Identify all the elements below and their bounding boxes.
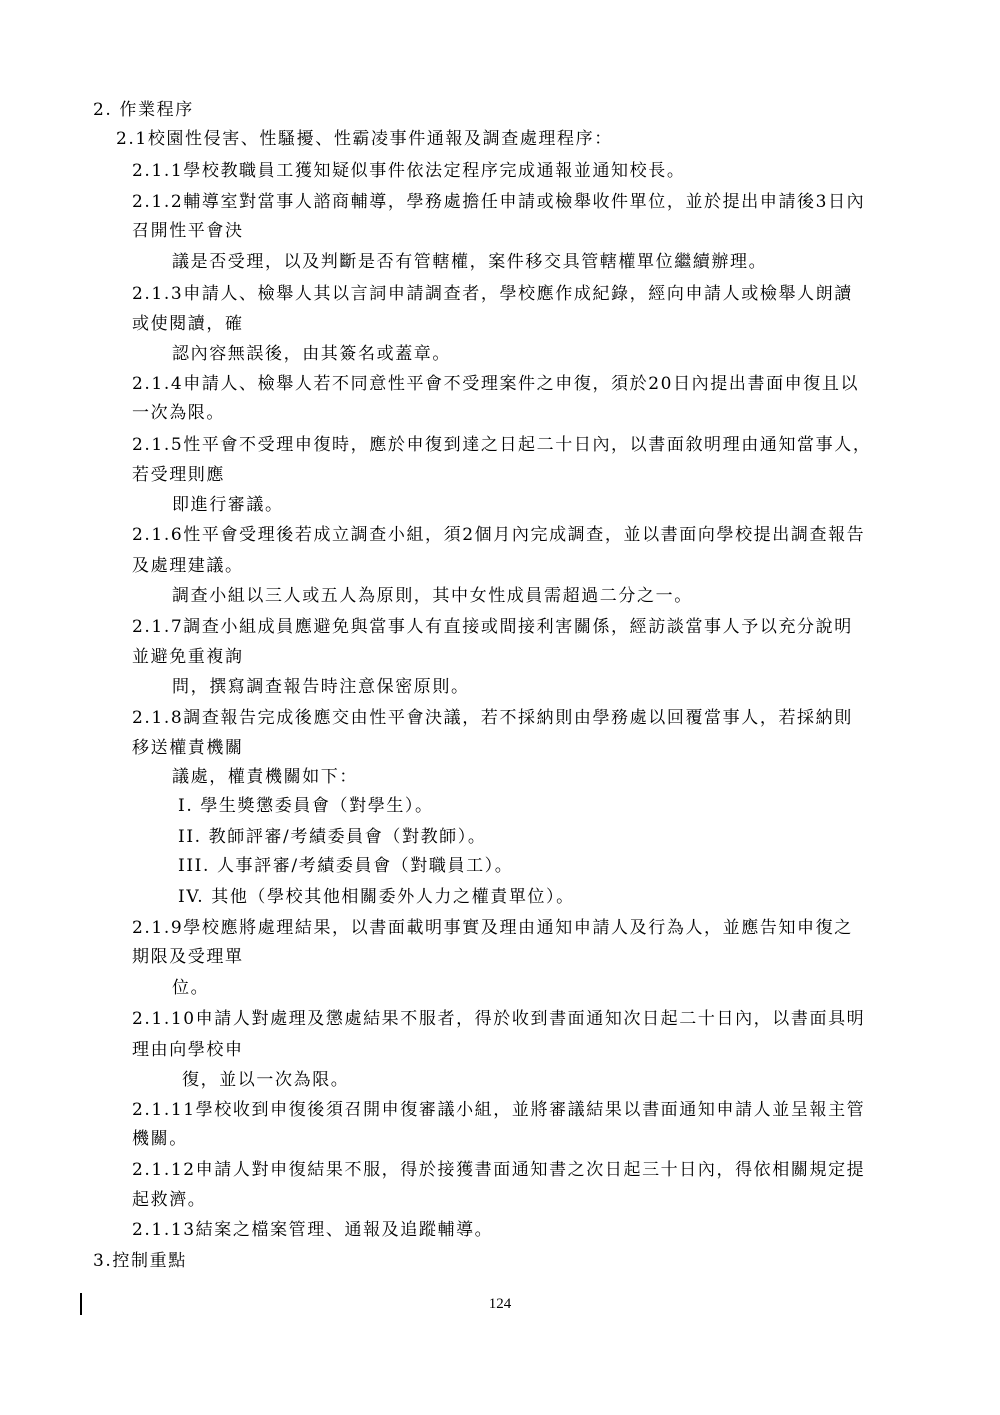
text-line: 2.1.6性平會受理後若成立調查小組，須2個月內完成調查，並以書面向學校提出調查報告 [132,525,866,545]
page-number: 124 [488,1296,512,1312]
text-line: 問，撰寫調查報告時注意保密原則。 [172,677,470,697]
text-line: 議處，權責機關如下： [172,767,358,787]
text-line: 2.1.7調查小組成員應避免與當事人有直接或間接利害關係，經訪談當事人予以充分說明 [132,617,853,637]
text-line: 若受理則應 [132,465,225,485]
text-line: 理由向學校申 [132,1040,244,1060]
list-item: II. 教師評審/考績委員會（對教師）。 [178,827,487,847]
text-line: 即進行審議。 [172,495,284,515]
text-line: 或使閱讀，確 [132,314,244,334]
text-line: 2.1.2輔導室對當事人諮商輔導，學務處擔任申請或檢舉收件單位，並於提出申請後3日內 [132,192,866,212]
text-line: 2.1.4申請人、檢舉人若不同意性平會不受理案件之申復，須於20日內提出書面申復且以 [132,374,860,394]
text-line: 召開性平會決 [132,221,244,241]
text-line: 一次為限。 [132,403,225,423]
text-line: 及處理建議。 [132,556,244,576]
section-heading: 2. 作業程序 [93,100,194,120]
subsection-heading: 2.1校園性侵害、性騷擾、性霸凌事件通報及調查處理程序： [116,129,613,149]
text-line: 2.1.1學校教職員工獲知疑似事件依法定程序完成通報並通知校長。 [132,161,686,181]
text-line: 2.1.3申請人、檢舉人其以言詞申請調查者，學校應作成紀錄，經向申請人或檢舉人朗讀 [132,284,853,304]
text-line: 2.1.11學校收到申復後須召開申復審議小組，並將審議結果以書面通知申請人並呈報主管 [132,1100,866,1120]
section-heading: 3.控制重點 [93,1251,187,1271]
text-line: 2.1.12申請人對申復結果不服，得於接獲書面通知書之次日起三十日內，得依相關規定提 [132,1160,866,1180]
list-item: IV. 其他（學校其他相關委外人力之權責單位）。 [178,887,575,907]
text-line: 認內容無誤後，由其簽名或蓋章。 [172,344,451,364]
text-line: 並避免重複詢 [132,647,244,667]
text-line: 議是否受理，以及判斷是否有管轄權，案件移交具管轄權單位繼續辦理。 [172,252,768,272]
text-line: 2.1.8調查報告完成後應交由性平會決議，若不採納則由學務處以回覆當事人，若採納則 [132,708,853,728]
text-line: 2.1.13結案之檔案管理、通報及追蹤輔導。 [132,1220,494,1240]
text-line: 起救濟。 [132,1190,207,1210]
text-line: 位。 [172,978,210,998]
text-line: 2.1.10申請人對處理及懲處結果不服者，得於收到書面通知次日起二十日內，以書面具明 [132,1009,866,1029]
text-line: 復，並以一次為限。 [182,1070,350,1090]
text-line: 期限及受理單 [132,947,244,967]
text-line: 2.1.5性平會不受理申復時，應於申復到達之日起二十日內，以書面敘明理由通知當事人， [132,435,872,455]
text-line: 調查小組以三人或五人為原則，其中女性成員需超過二分之一。 [172,586,693,606]
text-line: 移送權責機關 [132,738,244,758]
list-item: III. 人事評審/考績委員會（對職員工）。 [178,856,514,876]
text-line: 機關。 [132,1129,188,1149]
list-item: I. 學生獎懲委員會（對學生）。 [178,796,434,816]
text-line: 2.1.9學校應將處理結果，以書面載明事實及理由通知申請人及行為人，並應告知申復之 [132,918,853,938]
